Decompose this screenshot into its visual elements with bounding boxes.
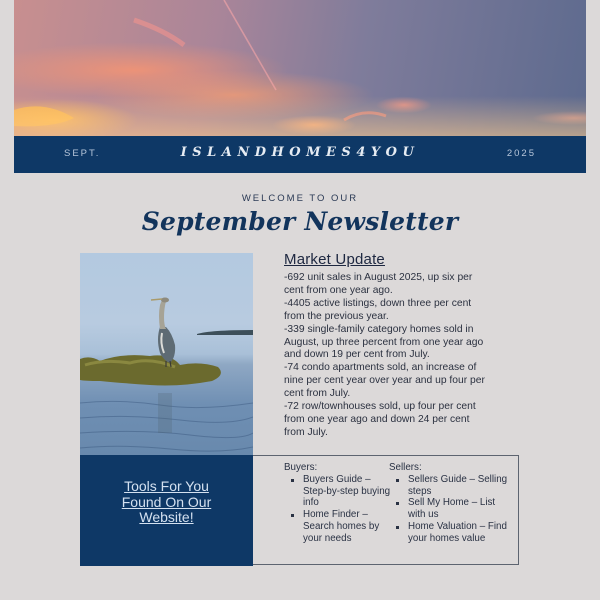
- page-title: September Newsletter: [141, 207, 459, 236]
- sellers-list: [389, 474, 509, 545]
- list-item: [408, 474, 509, 498]
- tools-website-link[interactable]: [80, 479, 253, 526]
- sellers-heading: Sellers:: [389, 462, 422, 473]
- sellers-guide-link[interactable]: Sellers Guide – Selling steps: [408, 473, 508, 497]
- list-item: [408, 497, 509, 521]
- welcome-text: WELCOME TO OUR: [241, 193, 359, 204]
- market-line: from July.: [284, 426, 328, 438]
- market-line: -4405 active listings, down three per cent: [284, 297, 472, 309]
- buyers-list: [284, 474, 394, 545]
- brand-name: ISLANDHOMES4YOU: [180, 145, 420, 160]
- market-line: nine per cent year over year and up four per: [284, 375, 485, 387]
- market-line: from one year ago and down 24 per cent: [284, 413, 470, 425]
- home-valuation-link[interactable]: Home Valuation – Find your homes value: [408, 520, 507, 544]
- tools-link-line: Tools For You: [124, 478, 209, 494]
- tools-link-line: Website!: [139, 509, 194, 525]
- header-band: [14, 136, 586, 173]
- home-finder-link[interactable]: Home Finder – Search homes by your needs: [303, 509, 380, 544]
- list-item: [303, 474, 394, 509]
- buyers-column: [284, 462, 394, 545]
- hero-sunset-image: [14, 0, 586, 136]
- market-update-title: Market Update: [284, 251, 385, 268]
- sell-my-home-link[interactable]: Sell My Home – List with us: [408, 497, 496, 521]
- market-line: August, up three percent from one year ago: [284, 336, 484, 348]
- market-line: -692 unit sales in August 2025, up six per: [284, 272, 473, 283]
- sellers-column: [389, 462, 509, 545]
- tools-panel: [80, 455, 253, 566]
- list-item: [408, 521, 509, 545]
- buyers-heading: Buyers:: [284, 462, 318, 473]
- market-line: -339 single-family category homes sold in: [284, 323, 474, 335]
- tools-link-line: Found On Our: [121, 493, 212, 510]
- horizon-glow: [14, 96, 586, 136]
- market-line: -72 row/townhouses sold, up four per cent: [284, 401, 476, 413]
- market-line: and down 19 per cent from July.: [284, 349, 430, 361]
- market-update-section: [284, 251, 534, 440]
- list-item: [303, 509, 394, 544]
- header-year: 2025: [506, 148, 536, 159]
- heron-photo: [80, 253, 253, 455]
- market-line: cent from July.: [284, 388, 351, 400]
- header-month: SEPT.: [64, 148, 101, 159]
- buyers-guide-link[interactable]: Buyers Guide – Step-by-step buying info: [303, 473, 391, 509]
- market-line: cent from one year ago.: [284, 284, 393, 296]
- market-line: -74 condo apartments sold, an increase of: [284, 362, 477, 374]
- market-line: from the previous year.: [284, 310, 389, 322]
